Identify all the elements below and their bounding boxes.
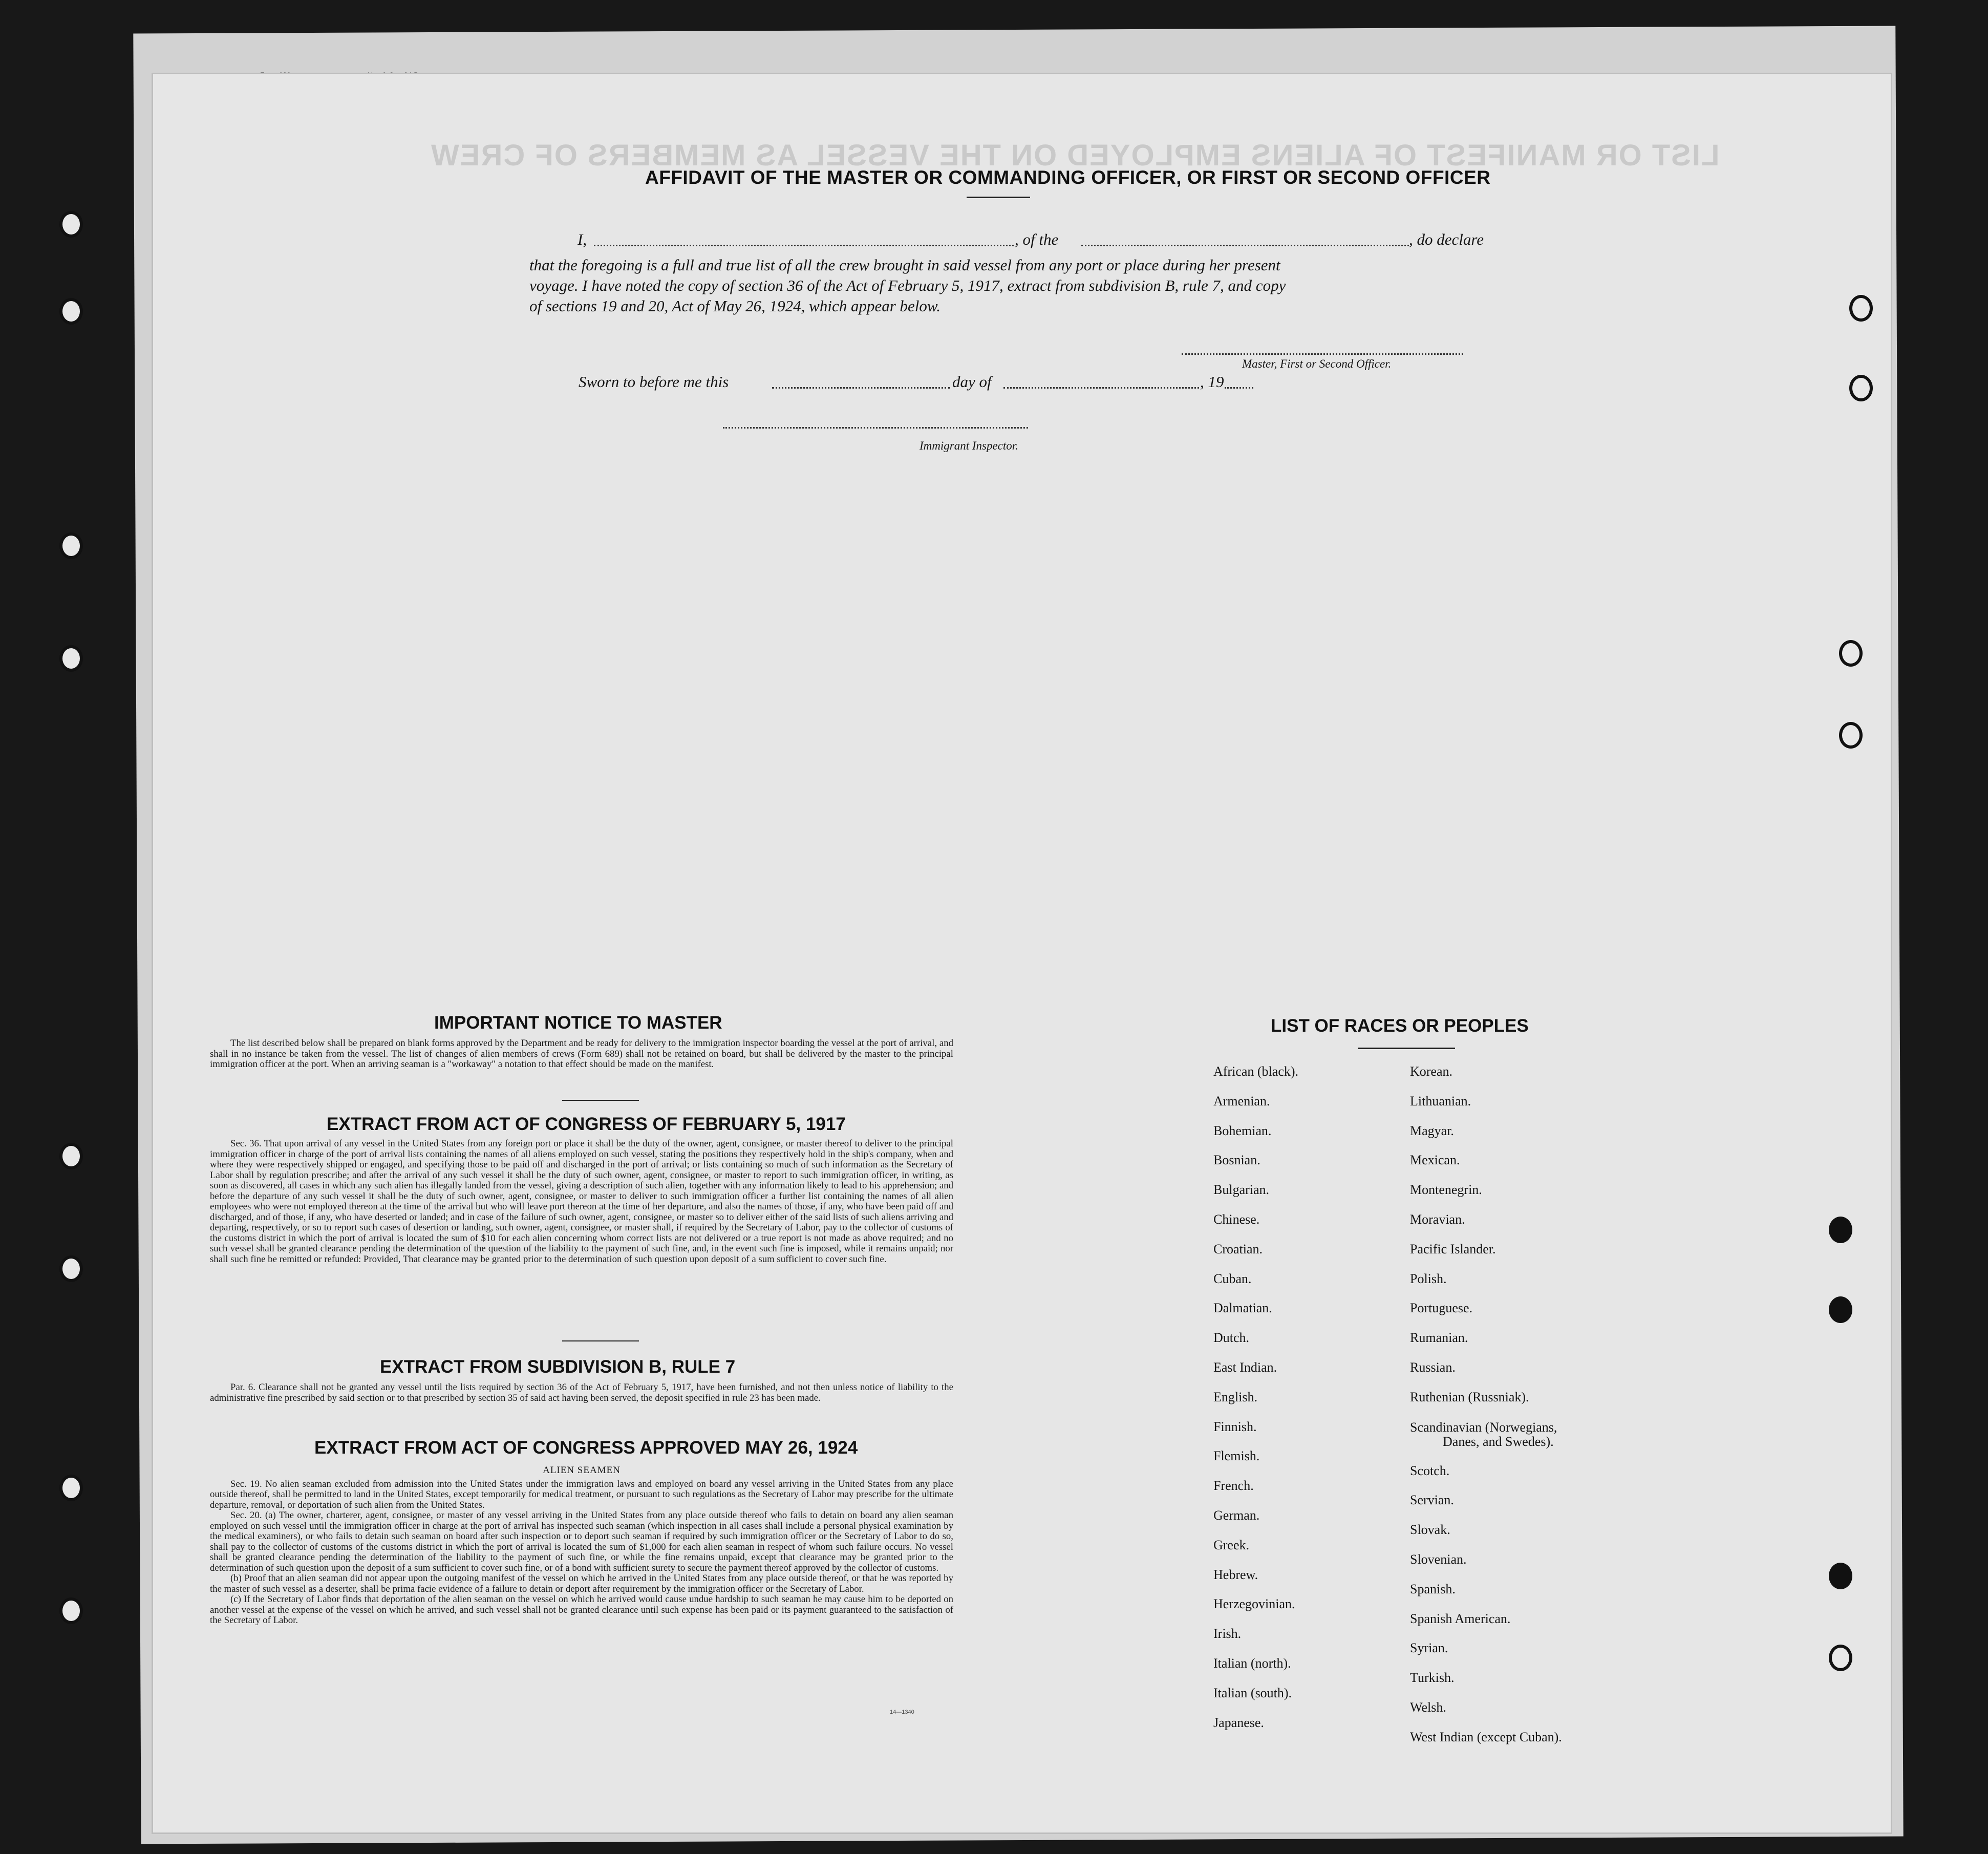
extract-1917-title: EXTRACT FROM ACT OF CONGRESS OF FEBRUARY 5, 1917	[327, 1114, 846, 1134]
extract-rule7-text	[210, 1382, 953, 1403]
sworn-year-blank	[1225, 387, 1253, 389]
master-signature-label: Master, First or Second Officer.	[1242, 357, 1392, 370]
race-item: English.	[1213, 1389, 1257, 1404]
race-item: Italian (north).	[1213, 1655, 1291, 1671]
race-item: Portuguese.	[1410, 1301, 1473, 1316]
extract-rule7-title: EXTRACT FROM SUBDIVISION B, RULE 7	[380, 1357, 736, 1377]
race-item: Bulgarian.	[1213, 1182, 1270, 1198]
affidavit-of-the: , of the	[1015, 230, 1059, 248]
race-item: Italian (south).	[1213, 1685, 1292, 1700]
race-item: Armenian.	[1213, 1093, 1270, 1109]
race-item: Russian.	[1410, 1359, 1456, 1375]
binder-hole	[1829, 1296, 1852, 1323]
binder-hole	[1839, 640, 1863, 667]
race-item: West Indian (except Cuban).	[1410, 1729, 1562, 1744]
notice-title: IMPORTANT NOTICE TO MASTER	[434, 1013, 722, 1033]
race-item: Montenegrin.	[1410, 1182, 1482, 1198]
race-item: Danes, and Swedes).	[1443, 1434, 1554, 1449]
race-item: Spanish.	[1410, 1581, 1456, 1596]
affidavit-line4: of sections 19 and 20, Act of May 26, 1924, which appear below.	[529, 297, 941, 315]
inspector-label: Immigrant Inspector.	[920, 439, 1018, 452]
race-item: Polish.	[1410, 1271, 1447, 1286]
race-item: Mexican.	[1410, 1153, 1460, 1168]
master-signature-blank	[1182, 353, 1463, 355]
sec20b-paragraph: (b) Proof that an alien seaman did not appear upon the outgoing manifest of the vessel on which he arrived in the United States from any place outside thereof, or that he was reported by the master of such vessel as a deserter, shall be prima facie evidence of a failure to detain or deport after requirement by the immigration officer or the Secretary of Labor.	[210, 1573, 953, 1594]
race-item: Turkish.	[1410, 1670, 1455, 1686]
binder-hole	[1829, 1217, 1852, 1243]
race-item: French.	[1213, 1478, 1254, 1494]
affidavit-line3: voyage. I have noted the copy of section 36 of the Act of February 5, 1917, extract from subdivision B, rule 7, and copy	[529, 276, 1286, 294]
race-item: Welsh.	[1410, 1699, 1446, 1715]
race-item: Magyar.	[1410, 1123, 1454, 1138]
divider	[1358, 1048, 1455, 1049]
par6-paragraph: Par. 6. Clearance shall not be granted any vessel until the lists required by section 36 of the Act of February 5, 1917, have been furnished, and not then unless notice of liability to the administrative fine prescribed by said section or to that prescribed by section 35 of said act having been served, the deposit specified in rule 23 has been made.	[210, 1382, 953, 1403]
race-item: Hebrew.	[1213, 1567, 1258, 1582]
race-item: East Indian.	[1213, 1359, 1277, 1375]
binder-hole	[59, 645, 83, 672]
race-item: Lithuanian.	[1410, 1093, 1471, 1109]
race-item: Korean.	[1410, 1064, 1453, 1079]
binder-hole	[1849, 295, 1873, 322]
race-item: Servian.	[1410, 1493, 1454, 1508]
sworn-month-blank	[1003, 387, 1199, 389]
binder-hole	[59, 298, 83, 325]
race-item: Finnish.	[1213, 1419, 1257, 1434]
race-item: Greek.	[1213, 1537, 1250, 1552]
binder-hole	[1829, 1563, 1852, 1589]
vessel-blank	[1081, 245, 1409, 246]
binder-hole	[59, 1597, 83, 1624]
inspector-signature-blank	[723, 427, 1028, 429]
race-item: Flemish.	[1213, 1448, 1260, 1464]
sec20a-paragraph: Sec. 20. (a) The owner, charterer, agent, consignee, or master of any vessel arriving in the United States from any place outside thereof who fails to detain on board any alien seaman employed on such vessel until the immigration officer in charge at the port of arrival has inspected such seaman (which inspection in all cases shall include a personal physical examination by the medical examiners), or who fails to detain such seaman on board after such inspection or to deport such seaman if required by such immigration officer or the Secretary of Labor to do so, shall pay to the collector of customs of the customs district in which the port of arrival is located the sum of $1,000 for each alien seaman in respect of whom such failure occurs. No vessel shall be granted clearance pending the determination of the liability to the payment of such fine, or while the fine remains unpaid, except that clearance may be granted prior to the determination of such question upon the deposit of a sum sufficient to cover such fine, or of a bond with sufficient surety to secure the payment thereof approved by the collector of customs.	[210, 1510, 953, 1573]
race-item: Bosnian.	[1213, 1153, 1260, 1168]
affidavit-title: AFFIDAVIT OF THE MASTER OR COMMANDING OFFICER, OR FIRST OR SECOND OFFICER	[645, 167, 1491, 188]
race-item: Japanese.	[1213, 1715, 1264, 1730]
binder-hole	[1829, 1645, 1852, 1671]
race-item: Syrian.	[1410, 1640, 1448, 1656]
race-item: German.	[1213, 1507, 1260, 1523]
race-item: Moravian.	[1410, 1211, 1465, 1227]
extract-1917-text	[210, 1139, 953, 1265]
races-left-column	[1213, 1057, 1298, 1737]
notice-paragraph: The list described below shall be prepared on blank forms approved by the Department and be ready for delivery to the immigration inspector boarding the vessel at the port of arrival, and shall in no instance be taken from the vessel. The list of changes of alien members of crews (Form 689) shall not be retained on board, but shall be delivered by the master to the principal immigration officer at the port. When an arriving seaman is a "workaway" a notation to that effect should be made on the manifest.	[210, 1038, 953, 1070]
binder-hole	[59, 1475, 83, 1501]
binder-hole	[1849, 375, 1873, 401]
sec19-paragraph: Sec. 19. No alien seaman excluded from admission into the United States under the immigration laws and employed on board any vessel arriving in the United States from any place outside thereof, shall be permitted to land in the United States, except temporarily for medical treatment, or pursuant to such regulations as the Secretary of Labor may prescribe for the ultimate departure, removal, or deportation of such alien from the United States.	[210, 1478, 953, 1510]
notice-text	[210, 1038, 953, 1070]
race-item: Bohemian.	[1213, 1123, 1272, 1138]
print-code: 14—1340	[890, 1709, 914, 1715]
name-blank	[594, 245, 1014, 246]
race-item: Slovak.	[1410, 1522, 1450, 1538]
divider	[562, 1100, 639, 1101]
binder-hole	[59, 211, 83, 238]
sworn-prefix: Sworn to before me this	[579, 373, 729, 391]
binder-hole	[59, 1255, 83, 1282]
sworn-year: , 19	[1200, 373, 1224, 391]
affidavit-i: I,	[578, 230, 587, 248]
sworn-day-blank	[772, 387, 950, 389]
race-item: Herzegovinian.	[1213, 1596, 1295, 1612]
extract-1924-text	[210, 1464, 953, 1626]
sec20c-paragraph: (c) If the Secretary of Labor finds that deportation of the alien seaman on the vessel on which he arrived would cause undue hardship to such seaman he may cause him to be deported on another vessel at the expense of the vessel on which he arrived, and such vessel shall not be granted clearance until such expense has been paid or its payment guaranteed to the satisfaction of the Secretary of Labor.	[210, 1594, 953, 1626]
affidavit-declare: , do declare	[1409, 230, 1484, 248]
race-item: Ruthenian (Russniak).	[1410, 1389, 1529, 1404]
race-item: Rumanian.	[1410, 1330, 1468, 1346]
sec36-paragraph: Sec. 36. That upon arrival of any vessel in the United States from any foreign port or place it shall be the duty of the owner, agent, consignee, or master thereof to deliver to the principal immigration officer in charge of the port of arrival lists containing the names of all aliens employed on such vessel, stating the positions they respectively hold in the ship's company, when and where they were respectively shipped or engaged, and specifying those to be paid off and discharged in the port of arrival; or lists containing so much of such information as the Secretary of Labor shall by regulation prescribe; and after the arrival of any such vessel it shall be the duty of such owner, agent, consignee, or master to report to such immigration officer, in writing, as soon as discovered, all cases in which any such alien has illegally landed from the vessel, giving a description of such alien, together with any information likely to lead to his apprehension; and before the departure of any such vessel it shall be the duty of such owner, agent, consignee, or master to deliver to such immigration officer a further list containing the names of all alien employees who were not employed thereon at the time of the arrival but who will leave port thereon at the time of her departure, and also the names of those, if any, who have been paid off and discharged, and of those, if any, who have deserted or landed; and in case of the failure of such owner, agent, consignee, or master so to deliver either of the said lists of such aliens arriving and departing, respectively, or so to report such cases of desertion or landing, such owner, agent, consignee, or master shall, if required by the Secretary of Labor, pay to the collector of customs of the customs district in which the port of arrival is located the sum of $10 for each alien concerning whom correct lists are not delivered or a true report is not made as above required; and no such vessel shall be granted clearance pending the determination of the question of the liability to the payment of such fine, and, in the event such fine is imposed, while it remains unpaid; nor shall such fine be remitted or refunded: Provided, That clearance may be granted prior to the determination of such question upon deposit of a sum sufficient to cover such fine.	[210, 1138, 953, 1265]
race-item: Irish.	[1213, 1626, 1242, 1642]
race-item: Cuban.	[1213, 1271, 1252, 1286]
race-item: Croatian.	[1213, 1241, 1263, 1256]
race-item: Scandinavian (Norwegians,	[1410, 1419, 1557, 1435]
race-item: Dutch.	[1213, 1330, 1250, 1346]
bleedthrough-heading: LIST OR MANIFEST OF ALIENS EMPLOYED ON THE VESSEL AS MEMBERS OF CREW	[430, 139, 1720, 172]
binder-hole	[59, 532, 83, 559]
divider	[562, 1340, 639, 1341]
race-item: Slovenian.	[1410, 1551, 1467, 1567]
binder-hole	[1839, 722, 1863, 749]
race-item: Pacific Islander.	[1410, 1241, 1496, 1256]
race-item: Spanish American.	[1410, 1611, 1511, 1626]
extract-1924-title: EXTRACT FROM ACT OF CONGRESS APPROVED MAY 26, 1924	[314, 1438, 858, 1458]
race-item: Dalmatian.	[1213, 1301, 1272, 1316]
divider	[967, 197, 1030, 198]
affidavit-line2: that the foregoing is a full and true list of all the crew brought in said vessel from any port or place during her present	[529, 256, 1280, 274]
race-item: Scotch.	[1410, 1463, 1450, 1478]
races-title: LIST OF RACES OR PEOPLES	[1271, 1016, 1529, 1036]
races-right-column	[1410, 1057, 1562, 1752]
binder-hole	[59, 1143, 83, 1169]
race-item: African (black).	[1213, 1064, 1299, 1079]
race-item: Chinese.	[1213, 1211, 1260, 1227]
alien-seamen-subtitle: ALIEN SEAMEN	[543, 1465, 621, 1476]
sworn-day-of: day of	[952, 373, 992, 391]
